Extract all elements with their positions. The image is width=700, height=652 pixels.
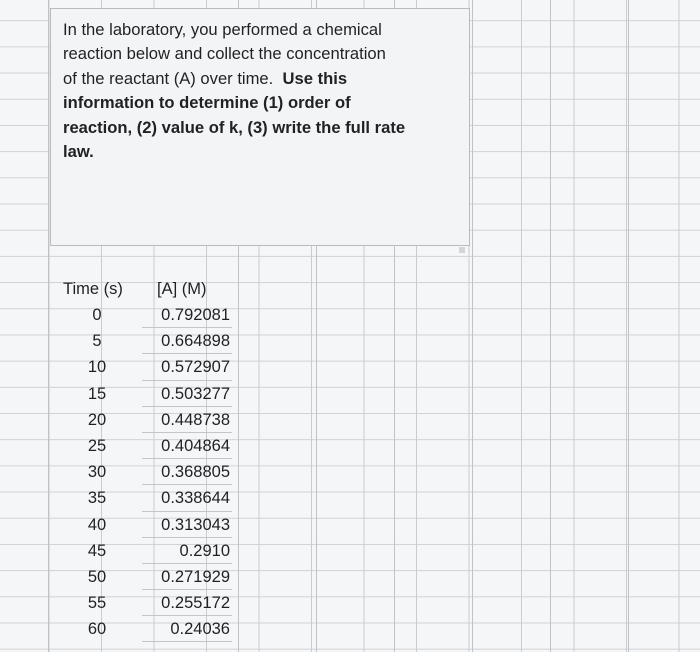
instruction-line-5: reaction, (2) value of k, (3) write the full rate (63, 117, 406, 137)
concentration-cell[interactable]: 0.2910 (179, 541, 230, 560)
time-cell[interactable]: 40 (87, 515, 107, 534)
concentration-cell[interactable]: 0.664898 (161, 332, 230, 351)
time-cell[interactable]: 20 (87, 410, 107, 429)
column-divider (472, 0, 473, 652)
concentration-cell[interactable]: 0.792081 (161, 306, 230, 324)
column-divider (550, 0, 551, 652)
instruction-text-box[interactable] (50, 8, 470, 246)
time-cell[interactable]: 5 (92, 332, 102, 351)
concentration-cell[interactable]: 0.503277 (161, 384, 230, 403)
concentration-cell[interactable]: 0.338644 (161, 489, 230, 508)
instruction-line-4: information to determine (1) order of (63, 93, 351, 113)
table-row (58, 564, 238, 590)
concentration-cell[interactable]: 0.255172 (161, 594, 230, 613)
concentration-cell[interactable]: 0.448738 (161, 410, 230, 429)
data-table (58, 276, 238, 642)
time-cell[interactable]: 25 (87, 436, 107, 455)
column-divider (628, 0, 629, 652)
table-row (58, 512, 238, 538)
instruction-line-3-bold: Use this (282, 68, 348, 88)
time-cell[interactable]: 60 (87, 620, 107, 639)
table-row (58, 354, 238, 380)
instruction-line-2: reaction below and collect the concentration (63, 44, 386, 64)
table-row (58, 328, 238, 354)
table-row (58, 538, 238, 564)
concentration-cell[interactable]: 0.24036 (170, 620, 230, 639)
instruction-line-1: In the laboratory, you performed a chemical (63, 20, 382, 39)
concentration-cell[interactable]: 0.368805 (161, 463, 230, 482)
instruction-line-3-normal: of the reactant (A) over time. (63, 68, 274, 88)
time-cell[interactable]: 15 (87, 384, 107, 403)
concentration-cell[interactable]: 0.572907 (161, 358, 230, 377)
table-row (58, 616, 238, 642)
instruction-line-3 (63, 67, 457, 91)
table-row (58, 407, 238, 433)
table-header-row (58, 276, 238, 302)
time-cell[interactable]: 55 (87, 594, 107, 613)
concentration-column-header[interactable]: [A] (M) (157, 280, 207, 298)
time-column-header[interactable]: Time (s) (63, 280, 123, 298)
table-row (58, 302, 238, 328)
time-cell[interactable]: 10 (87, 358, 107, 377)
time-cell[interactable]: 30 (87, 463, 107, 482)
time-cell[interactable]: 50 (87, 567, 107, 586)
table-row (58, 381, 238, 407)
table-row (58, 485, 238, 511)
time-cell[interactable]: 45 (87, 541, 107, 560)
table-row (58, 590, 238, 616)
table-row (58, 459, 238, 485)
time-cell[interactable]: 0 (92, 306, 102, 324)
text-box-resize-handle[interactable] (459, 247, 465, 253)
table-row (58, 433, 238, 459)
table-body (58, 302, 238, 642)
time-cell[interactable]: 35 (87, 489, 107, 508)
instruction-line-6: law. (63, 142, 94, 162)
concentration-cell[interactable]: 0.313043 (161, 515, 230, 534)
concentration-cell[interactable]: 0.404864 (161, 436, 230, 455)
column-divider (48, 0, 49, 652)
concentration-cell[interactable]: 0.271929 (161, 567, 230, 586)
